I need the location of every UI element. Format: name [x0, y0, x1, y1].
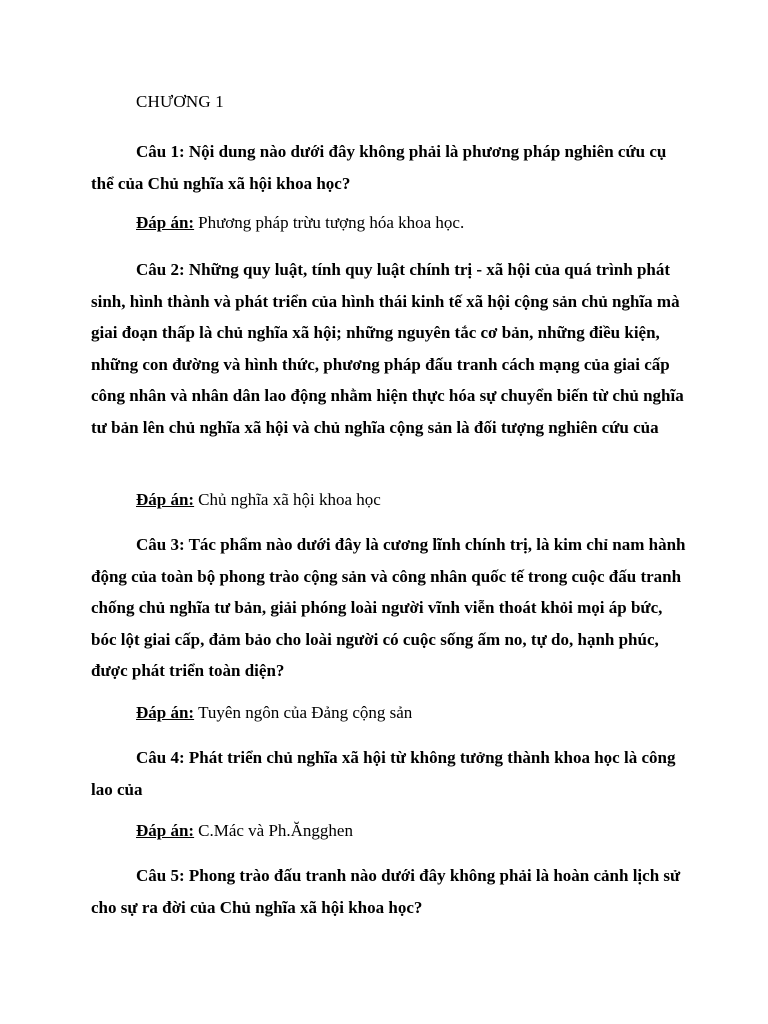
answer-text: C.Mác và Ph.Ăngghen [198, 821, 353, 840]
question-1: Câu 1: Nội dung nào dưới đây không phải là phương pháp nghiên cứu cụ thể của Chủ nghĩa xã hội khoa học? [91, 142, 667, 193]
chapter-heading: CHƯƠNG 1 [136, 92, 224, 111]
question-5: Câu 5: Phong trào đấu tranh nào dưới đây không phải là hoàn cảnh lịch sử cho sự ra đời của Chủ nghĩa xã hội khoa học? [91, 866, 681, 917]
answer-4 [136, 820, 353, 842]
answer-label: Đáp án: [136, 490, 195, 509]
answer-label: Đáp án: [136, 821, 195, 840]
answer-text: Phương pháp trừu tượng hóa khoa học. [198, 213, 465, 232]
answer-text: Chủ nghĩa xã hội khoa học [198, 490, 381, 509]
answer-2 [136, 489, 381, 511]
answer-1 [136, 212, 464, 234]
answer-text: Tuyên ngôn của Đảng cộng sản [198, 703, 413, 722]
question-4: Câu 4: Phát triển chủ nghĩa xã hội từ không tưởng thành khoa học là công lao của [91, 748, 676, 799]
question-3: Câu 3: Tác phẩm nào dưới đây là cương lĩnh chính trị, là kim chỉ nam hành động của toàn bộ phong trào cộng sản và công nhân quốc tế trong cuộc đấu tranh chống chủ nghĩa tư bản, giải phóng loài người vĩnh viễn thoát khỏi mọi áp bức, bóc lột giai cấp, đảm bảo cho loài người có cuộc sống ấm no, tự do, hạnh phúc, được phát triển toàn diện? [91, 535, 686, 680]
answer-3 [136, 702, 412, 724]
answer-label: Đáp án: [136, 703, 195, 722]
question-2: Câu 2: Những quy luật, tính quy luật chính trị - xã hội của quá trình phát sinh, hình thành và phát triển của hình thái kinh tế xã hội cộng sản chủ nghĩa mà giai đoạn thấp là chủ nghĩa xã hội; những nguyên tắc cơ bản, những điều kiện, những con đường và hình thức, phương pháp đấu tranh cách mạng của giai cấp công nhân và nhân dân lao động nhằm hiện thực hóa sự chuyển biến từ chủ nghĩa tư bản lên chủ nghĩa xã hội và chủ nghĩa cộng sản là đối tượng nghiên cứu của [91, 260, 684, 437]
answer-label: Đáp án: [136, 213, 195, 232]
